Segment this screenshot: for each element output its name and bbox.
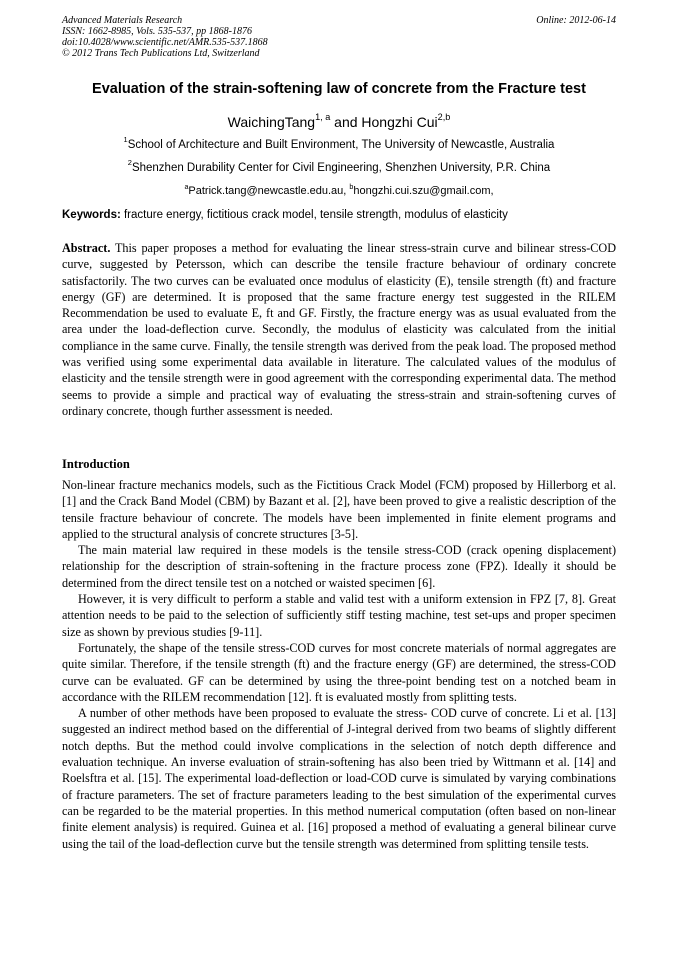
affiliation-1-text: School of Architecture and Built Environment, The University of Newcastle, Australia bbox=[127, 139, 555, 151]
author-2: Hongzhi Cui bbox=[361, 114, 438, 130]
affiliation-2 bbox=[62, 158, 616, 175]
online-date: Online: 2012-06-14 bbox=[536, 15, 616, 26]
journal-name: Advanced Materials Research bbox=[62, 15, 183, 26]
issn-line: ISSN: 1662-8985, Vols. 535-537, pp 1868-1876 bbox=[62, 26, 252, 37]
intro-paragraph-2: The main material law required in these models is the tensile stress-COD (crack opening displacement) relationship for the description of strain-softening in the fracture process zone (FPZ). Ideally it should be determined from the direct tensile test on a notched or waisted specimen [6]. bbox=[62, 543, 616, 590]
affiliation-1 bbox=[62, 135, 616, 152]
copyright-line: © 2012 Trans Tech Publications Ltd, Switzerland bbox=[62, 48, 260, 59]
email-b-sup: b bbox=[349, 182, 354, 191]
introduction-heading: Introduction bbox=[62, 457, 130, 471]
keywords-label: Keywords: bbox=[62, 209, 121, 221]
email-b[interactable]: hongzhi.cui.szu@gmail.com, bbox=[353, 185, 494, 197]
author-and: and bbox=[330, 114, 362, 130]
journal-header bbox=[62, 15, 616, 59]
author-line bbox=[62, 113, 616, 131]
affiliation-2-sup: 2 bbox=[127, 158, 132, 168]
email-a-sup: a bbox=[184, 182, 189, 191]
intro-paragraph-5: A number of other methods have been proposed to evaluate the stress- COD curve of concrete. Li et al. [13] suggested an indirect method based on the differential of J-integral derived from two beams of slightly different notch depths. But the method could involve complications in the selection of notch depth difference and evaluation technique. An inverse evaluation of strain-softening has also been tried by Wittmann et al. [14] and Roelsftra et al. [15]. The experimental load-deflection or load-COD curve is simulated by varying combinations of fracture parameters. The set of fracture parameters leading to the best simulation of the experimental curves can be regarded to be the material properties. In this method numerical computation (often based on non-linear finite element analysis) is required. Guinea et al. [16] proposed a method of evaluating a general bilinear curve using the tail of the load-deflection curve but the tensile strength was determined from splitting tensile tests. bbox=[62, 706, 616, 851]
abstract bbox=[62, 240, 616, 419]
author-1: WaichingTang bbox=[227, 114, 316, 130]
author-2-sup: 2,b bbox=[437, 112, 451, 123]
keywords bbox=[62, 208, 616, 223]
abstract-text: This paper proposes a method for evaluating the linear stress-strain curve and bilinear stress-COD curve, suggested by Petersson, which can describe the tensile fracture behaviour of ordinary concrete satisfactorily. The two curves can be evaluated once modulus of elasticity (E), tensile strength (ft) and fracture energy (GF) are determined. It is proposed that the same fracture energy test suggested in the RILEM Recommendation be used to evaluate E, ft and GF. Firstly, the fracture energy was as usual evaluated from the area under the load-deflection curve. Secondly, the modulus of elasticity was calculated from the initial compliance in the same curve. Finally, the tensile strength was derived from the peak load. The proposed method was verified using some experimental data available in literature. The calculated values of the modulus of elasticity and the tensile strength were in good agreement with the corresponding experimental data. The method seems to provide a simple and practical way of evaluating the stress-strain and strain-softening curves of ordinary concrete, though further assessment is needed. bbox=[62, 241, 616, 418]
affiliation-1-sup: 1 bbox=[123, 135, 128, 145]
intro-paragraph-4: Fortunately, the shape of the tensile stress-COD curves for most concrete materials of normal aggregates are quite similar. Therefore, if the tensile strength (ft) and the fracture energy (GF) are determined, the stress-COD curve can be evaluated. GF can be determined by using the three-point bending test on a notched beam in accordance with the RILEM recommendation [12]. ft is evaluated mostly from splitting tests. bbox=[62, 640, 616, 704]
paper-title: Evaluation of the strain-softening law of concrete from the Fracture test bbox=[92, 81, 586, 97]
email-line bbox=[62, 184, 616, 198]
intro-paragraph-3: However, it is very difficult to perform a stable and valid test with a uniform extension in FPZ [7, 8]. Great attention needs to be paid to the selection of sufficiently stiff testing machine, test set-ups and proper specimen size as shown by previous studies [9-11]. bbox=[62, 592, 616, 639]
email-a[interactable]: Patrick.tang@newcastle.edu.au, bbox=[188, 185, 350, 197]
affiliation-2-text: Shenzhen Durability Center for Civil Engineering, Shenzhen University, P.R. China bbox=[131, 162, 551, 174]
intro-paragraph-1: Non-linear fracture mechanics models, such as the Fictitious Crack Model (FCM) proposed by Hillerborg et al. [1] and the Crack Band Model (CBM) by Bazant et al. [2], have been proved to give a realistic description of the tensile fracture behaviour of concrete. The models have been implemented in finite element programs and applied to the structural analysis of concrete structures [3-5]. bbox=[62, 478, 616, 541]
introduction-body bbox=[62, 477, 616, 852]
abstract-label: Abstract. bbox=[62, 241, 111, 255]
doi-line: doi:10.4028/www.scientific.net/AMR.535-537.1868 bbox=[62, 37, 268, 48]
keywords-text: fracture energy, fictitious crack model, tensile strength, modulus of elasticity bbox=[120, 209, 508, 221]
author-1-sup: 1, a bbox=[315, 112, 331, 123]
